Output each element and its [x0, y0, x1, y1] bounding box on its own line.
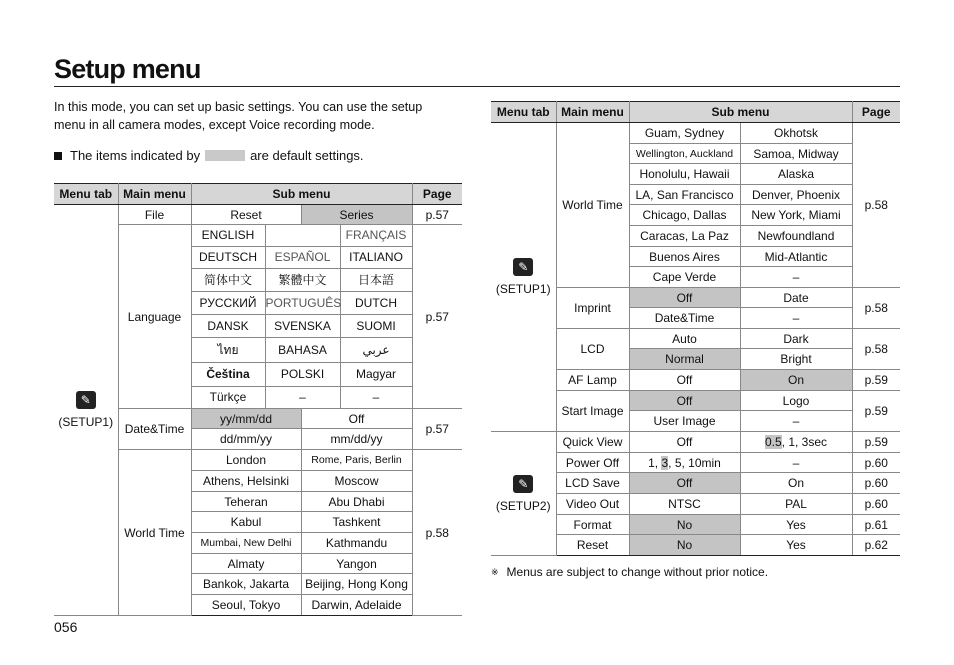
videoout-page: p.60	[852, 494, 900, 515]
worldtime-city: Mid-Atlantic	[740, 247, 852, 267]
header-sub-menu: Sub menu	[191, 184, 412, 205]
worldtime-city: Alaska	[740, 164, 852, 185]
worldtime-city: Mumbai, New Delhi	[191, 533, 301, 554]
language-page: p.57	[412, 225, 462, 409]
header-main-menu: Main menu	[118, 184, 191, 205]
header-menu-tab: Menu tab	[491, 102, 556, 123]
aflamp-page: p.59	[852, 370, 900, 391]
main-format: Format	[556, 515, 629, 535]
language-cell: 简体中文	[192, 269, 266, 291]
language-row-5	[191, 315, 412, 338]
worldtime-city: Chicago, Dallas	[629, 205, 740, 226]
startimage-d: –	[740, 411, 852, 432]
imprint-b: Date	[740, 288, 852, 308]
lcd-c: Normal	[629, 349, 740, 370]
format-a: No	[629, 515, 740, 535]
worldtime-city: Kabul	[191, 512, 301, 533]
poweroff-b: –	[740, 453, 852, 473]
footnote-text: Menus are subject to change without prior notice.	[506, 565, 769, 579]
language-cell: 繁體中文	[266, 269, 341, 291]
title-rule	[54, 86, 900, 87]
language-cell: PORTUGUÊS	[266, 292, 341, 314]
worldtime-city: Tashkent	[301, 512, 412, 533]
quickview-a: Off	[629, 432, 740, 453]
worldtime-city: Samoa, Midway	[740, 144, 852, 164]
left-menu-table	[54, 183, 462, 616]
language-cell: DEUTSCH	[192, 247, 266, 268]
lcdsave-b: On	[740, 473, 852, 494]
language-cell: DUTCH	[355, 296, 397, 310]
worldtime-page: p.58	[852, 123, 900, 288]
language-row-2	[191, 247, 412, 269]
main-worldtime: World Time	[556, 123, 629, 288]
startimage-a: Off	[629, 391, 740, 411]
format-b: Yes	[740, 515, 852, 535]
reset-page: p.62	[852, 535, 900, 556]
poweroff-a	[629, 453, 740, 473]
worldtime-city: Wellington, Auckland	[629, 144, 740, 164]
language-cell: FRANÇAIS	[345, 228, 407, 242]
intro-text: In this mode, you can set up basic settings. You can use the setup menu in all camera modes, except Voice recording mode.	[54, 100, 423, 132]
header-page: Page	[852, 102, 900, 123]
page-title: Setup menu	[54, 54, 201, 84]
language-cell: SUOMI	[356, 319, 396, 333]
videoout-a: NTSC	[629, 494, 740, 515]
lcdsave-a: Off	[629, 473, 740, 494]
aflamp-a: Off	[629, 370, 740, 391]
language-cell: SVENSKA	[266, 315, 341, 337]
reset-b: Yes	[740, 535, 852, 556]
worldtime-city: Yangon	[301, 554, 412, 574]
right-menu-table	[491, 101, 900, 556]
language-cell: ITALIANO	[349, 250, 403, 264]
language-row-1	[191, 225, 412, 247]
worldtime-city: Bankok, Jakarta	[191, 574, 301, 595]
setup1-label: (SETUP1)	[495, 282, 551, 296]
worldtime-city: Buenos Aires	[629, 247, 740, 267]
worldtime-city: Honolulu, Hawaii	[629, 164, 740, 185]
language-cell: –	[372, 390, 380, 404]
language-cell: РУССКИЙ	[192, 292, 266, 314]
main-worldtime: World Time	[118, 450, 191, 616]
header-menu-tab: Menu tab	[54, 184, 118, 205]
setup2-wrench-icon: ✎	[513, 475, 533, 493]
videoout-b: PAL	[740, 494, 852, 515]
imprint-a: Off	[629, 288, 740, 308]
language-row-6	[191, 338, 412, 363]
language-cell	[266, 225, 341, 246]
lcdsave-page: p.60	[852, 473, 900, 494]
language-cell: ESPAÑOL	[266, 247, 341, 268]
language-cell: DANSK	[192, 315, 266, 337]
worldtime-page: p.58	[412, 450, 462, 616]
language-cell: ไทย	[192, 338, 266, 362]
main-startimage: Start Image	[556, 391, 629, 432]
worldtime-city: Abu Dhabi	[301, 492, 412, 512]
startimage-b: Logo	[740, 391, 852, 411]
language-cell: BAHASA	[266, 338, 341, 362]
poweroff-default: 3	[661, 455, 669, 470]
worldtime-city: Denver, Phoenix	[740, 185, 852, 205]
datetime-d: mm/dd/yy	[301, 429, 412, 450]
main-datetime: Date&Time	[118, 409, 191, 450]
worldtime-city: Seoul, Tokyo	[191, 595, 301, 616]
default-shade-swatch	[205, 150, 245, 161]
setup2-label: (SETUP2)	[495, 498, 551, 513]
main-videoout: Video Out	[556, 494, 629, 515]
reset-a: No	[629, 535, 740, 556]
note-before: The items indicated by	[70, 148, 201, 163]
page-number: 056	[54, 619, 78, 635]
main-reset: Reset	[556, 535, 629, 556]
language-cell: Čeština	[192, 363, 266, 386]
lcd-d: Bright	[740, 349, 852, 370]
file-series: Series	[301, 205, 412, 225]
main-imprint: Imprint	[556, 288, 629, 329]
quickview-page: p.59	[852, 432, 900, 453]
language-row-4	[191, 292, 412, 315]
imprint-page: p.58	[852, 288, 900, 329]
worldtime-city: Cape Verde	[629, 267, 740, 288]
language-cell: 日本語	[358, 273, 395, 287]
worldtime-city: –	[740, 267, 852, 288]
default-note	[54, 148, 364, 163]
worldtime-city: Beijing, Hong Kong	[301, 574, 412, 595]
menu-tab-setup1	[54, 205, 118, 616]
file-reset: Reset	[191, 205, 301, 225]
main-language: Language	[118, 225, 191, 409]
worldtime-city: LA, San Francisco	[629, 185, 740, 205]
imprint-d: –	[740, 308, 852, 329]
main-lcd: LCD	[556, 329, 629, 370]
lcd-page: p.58	[852, 329, 900, 370]
main-poweroff: Power Off	[556, 453, 629, 473]
datetime-b: Off	[301, 409, 412, 429]
aflamp-b: On	[740, 370, 852, 391]
note-after: are default settings.	[250, 148, 364, 163]
worldtime-city: New York, Miami	[740, 205, 852, 226]
datetime-a: yy/mm/dd	[191, 409, 301, 429]
worldtime-city: Almaty	[191, 554, 301, 574]
worldtime-city: Guam, Sydney	[629, 123, 740, 144]
bullet-square-icon	[54, 152, 62, 160]
worldtime-city: Kathmandu	[301, 533, 412, 554]
language-row-3	[191, 269, 412, 292]
menu-tab-setup1	[491, 123, 556, 432]
language-cell: POLSKI	[266, 363, 341, 386]
datetime-c: dd/mm/yy	[191, 429, 301, 450]
language-cell: Türkçe	[192, 387, 266, 408]
language-cell: –	[266, 387, 341, 408]
header-sub-menu: Sub menu	[629, 102, 852, 123]
worldtime-city: Athens, Helsinki	[191, 471, 301, 492]
poweroff-page: p.60	[852, 453, 900, 473]
asterisk-icon: ※	[491, 567, 499, 578]
lcd-b: Dark	[740, 329, 852, 349]
worldtime-city: London	[191, 450, 301, 471]
startimage-c: User Image	[629, 411, 740, 432]
language-cell: Magyar	[356, 367, 397, 381]
quickview-rest: , 1, 3sec	[781, 435, 828, 449]
format-page: p.61	[852, 515, 900, 535]
header-main-menu: Main menu	[556, 102, 629, 123]
startimage-page: p.59	[852, 391, 900, 432]
language-row-7	[191, 363, 412, 387]
setup1-wrench-icon: ✎	[513, 258, 533, 276]
imprint-c: Date&Time	[629, 308, 740, 329]
header-page: Page	[412, 184, 462, 205]
worldtime-city: Newfoundland	[740, 226, 852, 247]
worldtime-city: Darwin, Adelaide	[301, 595, 412, 616]
worldtime-city: Teheran	[191, 492, 301, 512]
lcd-a: Auto	[629, 329, 740, 349]
menu-tab-setup2	[491, 432, 556, 556]
worldtime-city: Caracas, La Paz	[629, 226, 740, 247]
main-file: File	[118, 205, 191, 225]
setup1-wrench-icon: ✎	[76, 391, 96, 409]
worldtime-city: Okhotsk	[740, 123, 852, 144]
datetime-page: p.57	[412, 409, 462, 450]
setup1-label: (SETUP1)	[58, 415, 114, 429]
main-aflamp: AF Lamp	[556, 370, 629, 391]
worldtime-city: Rome, Paris, Berlin	[301, 450, 412, 471]
main-quickview: Quick View	[556, 432, 629, 453]
quickview-default: 0.5	[764, 435, 782, 449]
language-cell: عربي	[362, 343, 390, 357]
poweroff-a1: 1,	[648, 455, 662, 470]
quickview-b	[740, 432, 852, 453]
main-lcdsave: LCD Save	[556, 473, 629, 494]
file-page: p.57	[412, 205, 462, 225]
poweroff-a3: , 5, 10min	[668, 455, 721, 470]
language-cell: ENGLISH	[192, 225, 266, 246]
footnote	[491, 565, 768, 579]
worldtime-city: Moscow	[301, 471, 412, 492]
language-row-8	[191, 387, 412, 409]
